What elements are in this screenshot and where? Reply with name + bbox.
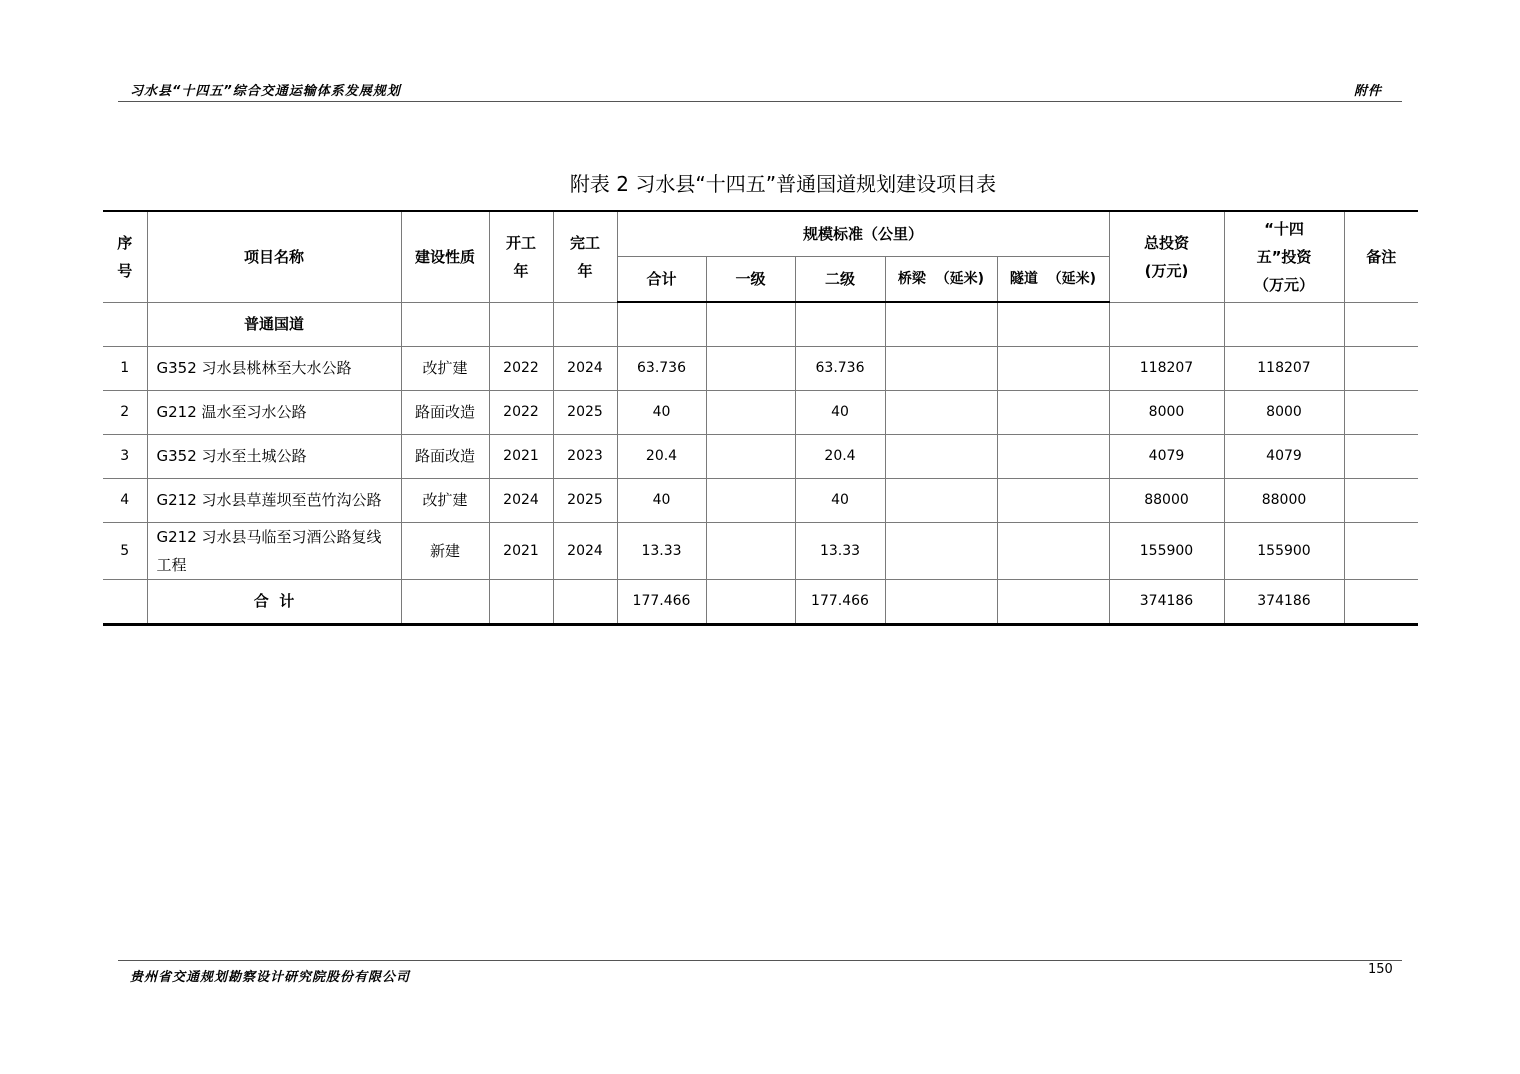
cell-tunnel bbox=[997, 390, 1109, 434]
header-end-year: 完工年 bbox=[553, 211, 617, 302]
cell-seq: 2 bbox=[103, 390, 147, 434]
cell-invest14: 118207 bbox=[1224, 346, 1344, 390]
cell-remark bbox=[1344, 390, 1418, 434]
sum-empty-cell bbox=[997, 579, 1109, 624]
cell-bridge bbox=[885, 522, 997, 579]
cell-name: G352 习水至土城公路 bbox=[147, 434, 401, 478]
cell-grade2: 13.33 bbox=[795, 522, 885, 579]
cell-grade1 bbox=[706, 390, 795, 434]
header-nature: 建设性质 bbox=[401, 211, 489, 302]
sum-empty-cell bbox=[103, 579, 147, 624]
cell-end: 2024 bbox=[553, 346, 617, 390]
cell-invest14: 155900 bbox=[1224, 522, 1344, 579]
table-row bbox=[103, 434, 1418, 478]
table-row bbox=[103, 346, 1418, 390]
header-scale-tunnel: 隧道 （延米) bbox=[997, 256, 1109, 302]
cell-grade1 bbox=[706, 478, 795, 522]
cell-seq: 4 bbox=[103, 478, 147, 522]
cell-bridge bbox=[885, 346, 997, 390]
cell-end: 2023 bbox=[553, 434, 617, 478]
sum-empty-cell bbox=[1344, 579, 1418, 624]
header-seq: 序号 bbox=[103, 211, 147, 302]
cell-grade2: 40 bbox=[795, 478, 885, 522]
cell-end: 2024 bbox=[553, 522, 617, 579]
table-row bbox=[103, 390, 1418, 434]
sum-empty-cell bbox=[885, 579, 997, 624]
cell-seq: 1 bbox=[103, 346, 147, 390]
cell-bridge bbox=[885, 434, 997, 478]
cell-invest: 8000 bbox=[1109, 390, 1224, 434]
cell-nature: 改扩建 bbox=[401, 346, 489, 390]
sum-empty-cell bbox=[706, 579, 795, 624]
cell-start: 2024 bbox=[489, 478, 553, 522]
cell-name: G212 温水至习水公路 bbox=[147, 390, 401, 434]
sum-grade2: 177.466 bbox=[795, 579, 885, 624]
cell-start: 2022 bbox=[489, 346, 553, 390]
cell-tunnel bbox=[997, 522, 1109, 579]
cell-seq: 3 bbox=[103, 434, 147, 478]
cell-invest: 118207 bbox=[1109, 346, 1224, 390]
cell-grade2: 63.736 bbox=[795, 346, 885, 390]
sum-row bbox=[103, 579, 1418, 624]
cell-end: 2025 bbox=[553, 478, 617, 522]
footer-company: 贵州省交通规划勘察设计研究院股份有限公司 bbox=[130, 970, 411, 985]
header-scale-bridge: 桥梁 （延米) bbox=[885, 256, 997, 302]
cell-total: 20.4 bbox=[617, 434, 706, 478]
header-scale-grade1: 一级 bbox=[706, 256, 795, 302]
header-scale: 规模标准（公里） bbox=[617, 211, 1109, 256]
header-project-name: 项目名称 bbox=[147, 211, 401, 302]
header-start-year: 开工年 bbox=[489, 211, 553, 302]
sum-invest14: 374186 bbox=[1224, 579, 1344, 624]
table-row bbox=[103, 478, 1418, 522]
cell-tunnel bbox=[997, 478, 1109, 522]
page-number: 150 bbox=[1368, 962, 1393, 977]
sum-invest: 374186 bbox=[1109, 579, 1224, 624]
cell-remark bbox=[1344, 478, 1418, 522]
cell-invest14: 4079 bbox=[1224, 434, 1344, 478]
header-remark: 备注 bbox=[1344, 211, 1418, 302]
sum-empty-cell bbox=[489, 579, 553, 624]
cell-seq: 5 bbox=[103, 522, 147, 579]
sum-empty-cell bbox=[401, 579, 489, 624]
cell-start: 2022 bbox=[489, 390, 553, 434]
cell-tunnel bbox=[997, 346, 1109, 390]
cell-invest14: 88000 bbox=[1224, 478, 1344, 522]
sum-label: 合 计 bbox=[147, 579, 401, 624]
running-header-title: 习水县“十四五”综合交通运输体系发展规划 bbox=[130, 84, 401, 99]
cell-total: 40 bbox=[617, 390, 706, 434]
cell-invest: 155900 bbox=[1109, 522, 1224, 579]
section-label: 普通国道 bbox=[147, 302, 401, 346]
running-header-section: 附件 bbox=[1354, 84, 1383, 99]
cell-nature: 路面改造 bbox=[401, 434, 489, 478]
cell-grade2: 20.4 bbox=[795, 434, 885, 478]
cell-remark bbox=[1344, 522, 1418, 579]
header-total-investment: 总投资(万元) bbox=[1109, 211, 1224, 302]
project-table bbox=[103, 210, 1418, 626]
cell-invest: 88000 bbox=[1109, 478, 1224, 522]
cell-nature: 改扩建 bbox=[401, 478, 489, 522]
cell-total: 13.33 bbox=[617, 522, 706, 579]
table-title: 附表 2 习水县“十四五”普通国道规划建设项目表 bbox=[569, 172, 997, 196]
cell-remark bbox=[1344, 346, 1418, 390]
cell-bridge bbox=[885, 478, 997, 522]
cell-remark bbox=[1344, 434, 1418, 478]
cell-grade1 bbox=[706, 346, 795, 390]
cell-start: 2021 bbox=[489, 522, 553, 579]
header-scale-total: 合计 bbox=[617, 256, 706, 302]
header-divider bbox=[118, 101, 1402, 102]
section-row bbox=[103, 302, 1418, 346]
cell-bridge bbox=[885, 390, 997, 434]
cell-grade1 bbox=[706, 434, 795, 478]
cell-invest14: 8000 bbox=[1224, 390, 1344, 434]
cell-end: 2025 bbox=[553, 390, 617, 434]
cell-nature: 新建 bbox=[401, 522, 489, 579]
header-scale-grade2: 二级 bbox=[795, 256, 885, 302]
cell-start: 2021 bbox=[489, 434, 553, 478]
sum-total: 177.466 bbox=[617, 579, 706, 624]
cell-nature: 路面改造 bbox=[401, 390, 489, 434]
cell-tunnel bbox=[997, 434, 1109, 478]
sum-empty-cell bbox=[553, 579, 617, 624]
cell-name: G212 习水县马临至习酒公路复线工程 bbox=[147, 522, 401, 579]
cell-total: 40 bbox=[617, 478, 706, 522]
cell-grade2: 40 bbox=[795, 390, 885, 434]
cell-name: G212 习水县草莲坝至芭竹沟公路 bbox=[147, 478, 401, 522]
footer-divider bbox=[118, 960, 1402, 961]
table-row bbox=[103, 522, 1418, 579]
cell-name: G352 习水县桃林至大水公路 bbox=[147, 346, 401, 390]
header-14th-investment: “十四五”投资（万元） bbox=[1224, 211, 1344, 302]
cell-invest: 4079 bbox=[1109, 434, 1224, 478]
cell-total: 63.736 bbox=[617, 346, 706, 390]
cell-grade1 bbox=[706, 522, 795, 579]
